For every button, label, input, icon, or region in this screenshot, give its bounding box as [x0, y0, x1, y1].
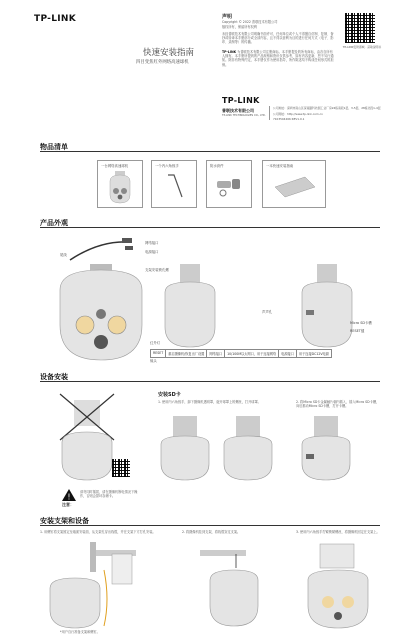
company-name: 普联技术有限公司: [222, 108, 254, 113]
notice-text: 请勿同时插拔，请在摄像机断电情况下操作，否则会损坏存储卡。: [80, 490, 138, 499]
packing-item-waterproof-kit: [206, 160, 252, 208]
rights-line: 版权所有，保留所有权利: [222, 25, 258, 29]
packing-item-label: 一个内六角扳手: [155, 164, 179, 168]
warning-icon: [62, 489, 76, 501]
packing-item-label: 一台网络高速球机: [101, 164, 129, 168]
bracket-divider: [40, 525, 380, 526]
trademark-logo: TP-LINK: [222, 50, 237, 54]
company-en: TP-LINK TECHNOLOGIES CO., LTD.: [222, 114, 266, 117]
spec-cell: 用于连接DC12V电源: [296, 350, 331, 358]
camera-side-illustration: [292, 262, 365, 352]
sd-step-illustration-3: [296, 414, 356, 484]
label-micro-sd: Micro SD卡槽: [350, 321, 372, 325]
appearance-divider: [40, 227, 380, 228]
doc-subtitle: 四目变焦红外网络高速球机: [136, 60, 189, 65]
label-network-port: 网络接口: [145, 241, 159, 245]
bracket-step-1: 1. 用螺钉将支架固定至墙面安装面，从支架孔穿出线缆，并在支架下方打孔安装。: [40, 530, 156, 534]
label-reset: RESET键: [350, 329, 365, 333]
copyright-line: Copyright © 2022 普联技术有限公司: [222, 20, 278, 24]
bracket-step-2: 2. 将摄像机挂到支架，将线缆穿过支架。: [182, 530, 241, 534]
company-website: 公司网址：http://www.tp-link.com.cn: [273, 112, 323, 116]
install-section-title: 设备安装: [40, 373, 68, 381]
packing-item-label: 防水套件: [210, 164, 224, 168]
sd-step-2: 2. 将Micro SD卡金属触片朝内插入，插入Micro SD卡槽，向后推动Micro SD卡槽，打开卡槽。: [296, 400, 380, 409]
trademark-statement: 为普联技术有限公司注册商标。本手册提及的所有商标，由各自所有人拥有。本手册所提到的产品规格和资讯仅供参考，如有内容更新，恕不另行通知。除非有特殊约定，本手册仅作为使用指导，所作陈述均不构成任何形式的担保。: [222, 50, 334, 67]
waterproof-kit-icon: [207, 161, 251, 207]
brand-logo: TP-LINK: [34, 14, 77, 24]
spec-cell: 网络接口: [207, 350, 225, 358]
bracket-footnote: *用户自行准备支架和螺钉。: [60, 630, 100, 634]
packing-item-label: 一本快速安装指南: [266, 164, 294, 168]
bracket-step-3: 3. 使用内六角扳手拧紧锁紧螺丝，将摄像机固定在支架上。: [296, 530, 380, 534]
disclaimer-title: 声明: [222, 14, 233, 20]
disclaimer-text: 未经普联技术有限公司明确书面许可，任何单位或个人不得擅自仿制、复制、誊抄或转译本手册部分或全部内容，且不得以营利为目的进行任何方式（电子、影印、录制等）的传播。: [222, 32, 334, 45]
company-logo: TP-LINK: [222, 96, 260, 105]
camera-thumbnail-icon: [98, 161, 142, 207]
sd-step-illustration-1: [155, 414, 215, 484]
table-row: [151, 350, 332, 358]
bracket-section-title: 安装支架和设备: [40, 517, 89, 525]
packing-section-title: 物品清单: [40, 143, 68, 151]
notice-label: 注意：: [62, 502, 74, 507]
manual-booklet-icon: [263, 161, 325, 207]
company-address: 公司地址：深圳市南山区深南路科技园工业厂房24栋南段1层、3-5层、28栋北段1-4层: [273, 106, 381, 110]
camera-back-illustration: [155, 262, 225, 352]
label-cable: 尾线: [60, 253, 67, 257]
install-divider: [40, 381, 380, 382]
qr-code: [345, 13, 375, 43]
port-spec-table: [150, 349, 332, 358]
doc-title: 快速安装指南: [143, 48, 195, 58]
bracket-step-illustration-3: [300, 540, 380, 630]
sd-step-1: 1. 使用内六角扳手，卸下摄像机透明罩，旋开球罩上的螺丝，打开球罩。: [158, 400, 261, 404]
part-number: 7103504266 REV1.0.1: [273, 117, 305, 121]
label-power-port: 电源接口: [145, 250, 159, 254]
label-sound-hole: 声声孔: [262, 310, 273, 314]
spec-cell: RESET: [151, 350, 166, 358]
hex-wrench-icon: [152, 161, 196, 207]
label-bracket-screw: 支架安装锁孔螺: [145, 268, 169, 272]
packing-item-camera: [97, 160, 143, 208]
bracket-step-illustration-1: [40, 540, 160, 630]
appearance-section-title: 产品外观: [40, 219, 68, 227]
packing-divider: [40, 151, 380, 152]
sd-step-illustration-2: [218, 414, 278, 484]
spec-cell: 10/100M以太网口，用于连接网络: [225, 350, 279, 358]
label-ir-light: 红外灯: [150, 341, 161, 345]
trademark-text: [222, 50, 334, 67]
install-qr-code: [112, 459, 130, 477]
packing-item-wrench: [151, 160, 197, 208]
spec-cell: 重启摄像机/恢复出厂设置: [166, 350, 207, 358]
sd-card-title: 安装SD卡: [158, 392, 181, 398]
packing-item-guide: [262, 160, 326, 208]
label-lens: 镜头: [150, 359, 157, 363]
svg-text:!: !: [67, 492, 71, 502]
company-divider: [269, 106, 270, 120]
qr-caption: TP-LINK安防商城 · 获取说明书: [342, 45, 382, 49]
spec-cell: 电源接口: [279, 350, 297, 358]
bracket-step-illustration-2: [196, 540, 276, 630]
